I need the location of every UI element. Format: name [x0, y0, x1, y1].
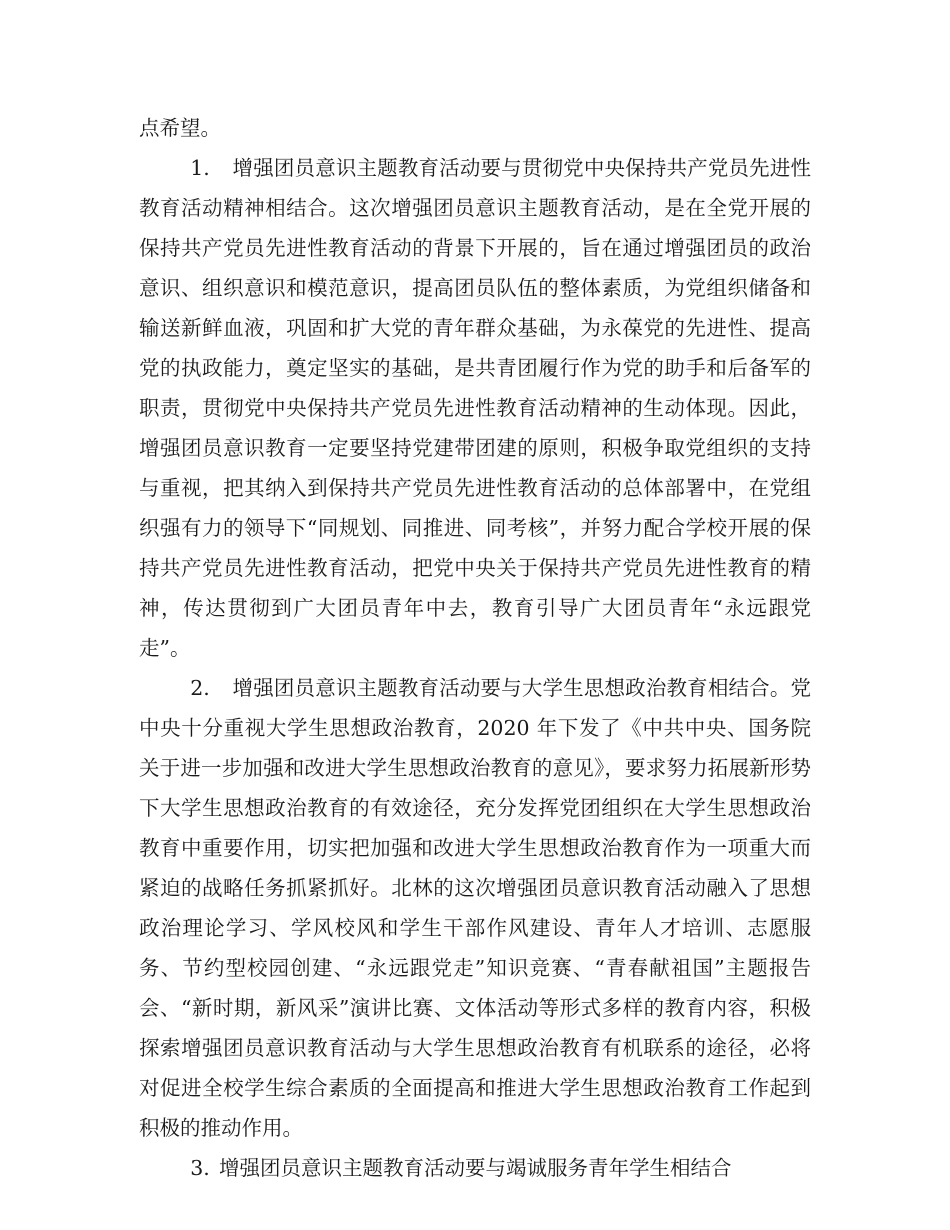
paragraph-text: 增强团员意识主题教育活动要与贯彻党中央保持共产党员先进性教育活动精神相结合。这次增强团员意识主题教育活动，是在全党开展的保持共产党员先进性教育活动的背景下开展的，旨在通过增强团员的政治意识、组织意识和模范意识，提高团员队伍的整体素质，为党组织储备和输送新鲜血液，巩固和扩大党的青年群众基础，为永葆党的先进性、提高党的执政能力，奠定坚实的基础，是共青团履行作为党的助手和后备军的职责，贯彻党中央保持共产党员先进性教育活动精神的生动体现。因此，增强团员意识教育一定要坚持党建带团建的原则，积极争取党组织的支持与重视，把其纳入到保持共产党员先进性教育活动的总体部署中，在党组织强有力的领导下“同规划、同推进、同考核”，并努力配合学校开展的保持共产党员先进性教育活动，把党中央关于保持共产党员先进性教育的精神，传达贯彻到广大团员青年中去，教育引导广大团员青年“永远跟党走”。 — [139, 156, 811, 660]
paragraph-item-2 — [139, 668, 811, 1148]
item-number: 3. — [190, 1156, 210, 1180]
paragraph-item-1 — [139, 148, 811, 668]
paragraph-continuation — [139, 108, 811, 148]
item-number: 2. — [190, 676, 210, 700]
paragraph-text: 增强团员意识主题教育活动要与竭诚服务青年学生相结合 — [219, 1156, 732, 1180]
paragraph-text: 点希望。 — [139, 116, 221, 140]
paragraph-item-3 — [139, 1148, 811, 1188]
paragraph-text: 增强团员意识主题教育活动要与大学生思想政治教育相结合。党中央十分重视大学生思想政治教育，2020 年下发了《中共中央、国务院关于进一步加强和改进大学生思想政治教育的意见》，要求努力拓展新形势下大学生思想政治教育的有效途径，充分发挥党团组织在大学生思想政治教育中重要作用，切实把加强和改进大学生思想政治教育作为一项重大而紧迫的战略任务抓紧抓好。北林的这次增强团员意识教育活动融入了思想政治理论学习、学风校风和学生干部作风建设、青年人才培训、志愿服务、节约型校园创建、“永远跟党走”知识竞赛、“青春献祖国”主题报告会、“新时期，新风采”演讲比赛、文体活动等形式多样的教育内容，积极探索增强团员意识教育活动与大学生思想政治教育有机联系的途径，必将对促进全校学生综合素质的全面提高和推进大学生思想政治教育工作起到积极的推动作用。 — [139, 676, 811, 1140]
item-number: 1. — [190, 156, 210, 180]
document-body — [139, 108, 811, 1188]
